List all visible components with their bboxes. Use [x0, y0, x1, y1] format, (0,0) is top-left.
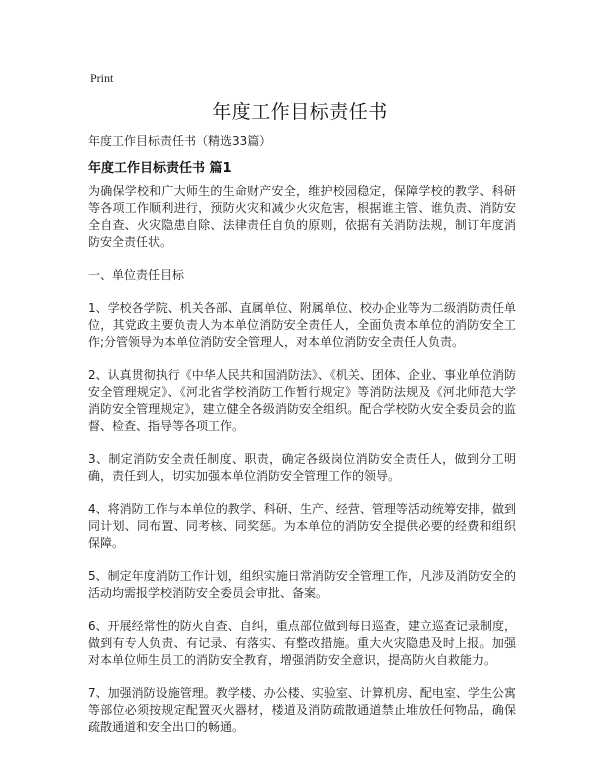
section-subheading: 一、单位责任目标 [88, 268, 185, 282]
document-body [88, 183, 516, 752]
list-item-5: 5、制定年度消防工作计划，组织实施日常消防安全管理工作，凡涉及消防安全的活动均需报学校消防安全委员会审批、备案。 [88, 569, 516, 600]
list-item-6: 6、开展经常性的防火自查、自纠，重点部位做到每日巡查，建立巡查记录制度，做到有专人负责、有记录、有落实、有整改措施。重大火灾隐患及时上报。加强对本单位师生员工的消防安全教育，增强消防安全意识，提高防火自救能力。 [88, 619, 516, 667]
list-item-1: 1、学校各学院、机关各部、直属单位、附属单位、校办企业等为二级消防责任单位，其党政主要负责人为本单位消防安全责任人，全面负责本单位的消防安全工作;分管领导为本单位消防安全管理人，对本单位消防安全责任人负责。 [88, 301, 516, 349]
print-link[interactable]: Print [90, 71, 114, 85]
document-subtitle: 年度工作目标责任书（精选33篇） [88, 134, 272, 148]
list-item-2: 2、认真贯彻执行《中华人民共和国消防法》、《机关、团体、企业、事业单位消防安全管理规定》、《河北省学校消防工作暂行规定》等消防法规及《河北师范大学消防安全管理规定》，建立健全各级消防安全组织。配合学校防火安全委员会的监督、检查、指导等各项工作。 [88, 368, 516, 433]
list-item-3: 3、制定消防安全责任制度、职责，确定各级岗位消防安全责任人，做到分工明确，责任到人，切实加强本单位消防安全管理工作的领导。 [88, 452, 516, 483]
document-title: 年度工作目标责任书 [212, 101, 388, 123]
section-heading: 年度工作目标责任书 篇1 [88, 161, 232, 176]
list-item-4: 4、将消防工作与本单位的教学、科研、生产、经营、管理等活动统筹安排，做到同计划、同布置、同考核、同奖惩。为本单位的消防安全提供必要的经费和组织保障。 [88, 502, 516, 550]
list-item-7: 7、加强消防设施管理。教学楼、办公楼、实验室、计算机房、配电室、学生公寓等部位必须按规定配置灭火器材，楼道及消防疏散通道禁止堆放任何物品，确保疏散通道和安全出口的畅通。 [88, 686, 516, 734]
intro-paragraph: 为确保学校和广大师生的生命财产安全，维护校园稳定，保障学校的教学、科研等各项工作顺利进行，预防火灾和减少火灾危害，根据谁主管、谁负责、消防安全自查、火灾隐患自除、法律责任自负的原则，依据有关消防法规，制订年度消防安全责任状。 [88, 184, 516, 249]
